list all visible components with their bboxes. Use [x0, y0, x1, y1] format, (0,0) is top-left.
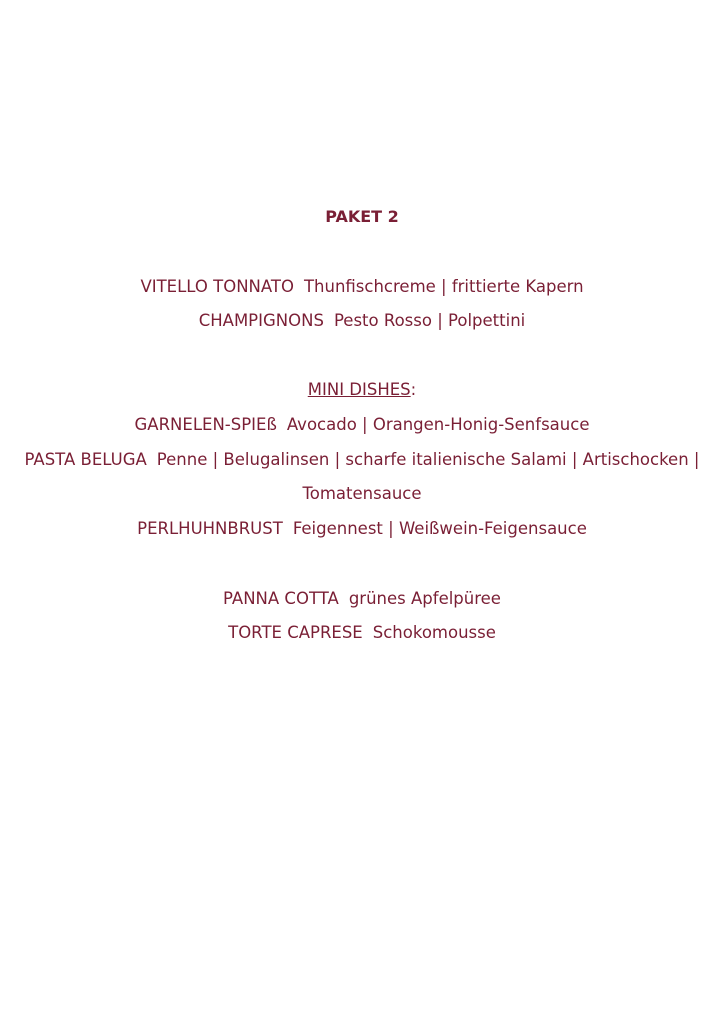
dish-name: TORTE CAPRESE: [228, 623, 363, 642]
dish-name: PERLHUHNBRUST: [137, 519, 283, 538]
dish-description: Penne | Belugalinsen | scharfe italienische Salami | Artischocken |: [156, 450, 700, 469]
dish-description: Pesto Rosso | Polpettini: [333, 311, 526, 330]
package-title: PAKET 2: [325, 207, 399, 226]
dish-description: Schokomousse: [372, 623, 496, 642]
dish-description: grünes Apfelpüree: [348, 589, 501, 608]
dish-description: Feigennest | Weißwein-Feigensauce: [292, 519, 587, 538]
dish-name: CHAMPIGNONS: [198, 311, 324, 330]
section-heading: MINI DISHES: [307, 380, 411, 399]
dessert-torte-caprese: [0, 622, 724, 644]
heading-colon: :: [410, 380, 417, 399]
mini-dishes-heading: [0, 379, 724, 401]
dessert-panna-cotta: [0, 588, 724, 610]
dish-name: PASTA BELUGA: [24, 450, 147, 469]
dish-name: GARNELEN-SPIEß: [134, 415, 277, 434]
starter-vitello-tonnato: [0, 276, 724, 298]
dish-name: PANNA COTTA: [223, 589, 339, 608]
mini-dish-pasta-beluga-cont: [0, 483, 724, 505]
dish-description: Avocado | Orangen-Honig-Senfsauce: [286, 415, 590, 434]
dish-description-continued: Tomatensauce: [302, 484, 422, 503]
mini-dish-pasta-beluga: [0, 449, 724, 471]
dish-description: Thunfischcreme | frittierte Kapern: [303, 277, 584, 296]
mini-dish-garnelen-spiess: [0, 414, 724, 436]
mini-dish-perlhuhnbrust: [0, 518, 724, 540]
starter-champignons: [0, 310, 724, 332]
dish-name: VITELLO TONNATO: [140, 277, 294, 296]
